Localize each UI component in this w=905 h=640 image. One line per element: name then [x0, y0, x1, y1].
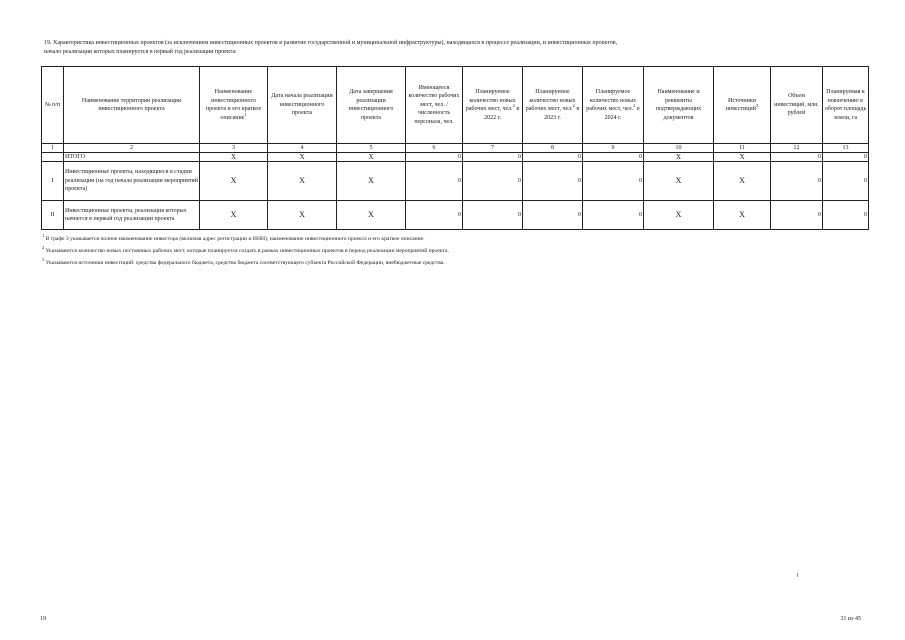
cell-sources: X [714, 201, 771, 230]
header-col-4: Дата начала реализации инвестиционного проекта [268, 67, 337, 144]
cell-sources: X [714, 162, 771, 201]
row-name: ИТОГО [64, 153, 200, 162]
cell-existing-jobs: 0 [406, 162, 463, 201]
header-col-8: Планируемое количество новых рабочих мест, чел.$^2$ в 2023 г. [523, 67, 583, 144]
column-number: 2 [64, 144, 200, 153]
table-row-section-ii [42, 201, 869, 230]
cell-documents: X [644, 201, 714, 230]
table-row-total [42, 153, 869, 162]
cell-start-date: X [268, 201, 337, 230]
column-number: 11 [714, 144, 771, 153]
cell-new-jobs-2022: 0 [463, 153, 523, 162]
row-number: II [42, 201, 64, 230]
footnote-1: $^1$ В графе 3 указывается полное наименование инвестора (включая адрес регистрации и ИНН), наименование инвестиционного проекта и его краткое описание. [42, 233, 425, 242]
column-number: 7 [463, 144, 523, 153]
header-col-1: № п/п [42, 67, 64, 144]
column-number: 8 [523, 144, 583, 153]
row-name: Инвестиционные проекты, находящиеся в стадии реализации (на год начала реализации мероприятий проекта) [64, 162, 200, 201]
cell-start-date: X [268, 162, 337, 201]
section-heading [44, 39, 864, 57]
cell-land-area: 0 [823, 201, 869, 230]
header-col-9: Планируемое количество новых рабочих мест, чел.$^2$ в 2024 г. [583, 67, 644, 144]
column-number: 13 [823, 144, 869, 153]
cell-investment-volume: 0 [771, 201, 823, 230]
cell-investment-volume: 0 [771, 162, 823, 201]
cell-new-jobs-2022: 0 [463, 162, 523, 201]
header-col-11: Источники инвестиций$^3$ [714, 67, 771, 144]
header-col-3: Наименование инвестиционного проекта и его краткое описание$^1$ [200, 67, 268, 144]
column-number: 5 [337, 144, 406, 153]
cell-project-name: X [200, 162, 268, 201]
cell-existing-jobs: 0 [406, 153, 463, 162]
column-number: 4 [268, 144, 337, 153]
cell-new-jobs-2024: 0 [583, 153, 644, 162]
cell-end-date: X [337, 153, 406, 162]
column-number: 3 [200, 144, 268, 153]
cell-project-name: X [200, 153, 268, 162]
section-heading-line-2: начало реализации которых планируется в первый год реализации проекта: [44, 49, 237, 55]
cell-new-jobs-2022: 0 [463, 201, 523, 230]
footnote-2: $^2$ Указываются количество новых постоянных рабочих мест, которые планируется создать в рамках инвестиционных проектов в период реализации мероприятий проекта. [42, 245, 449, 254]
column-number: 10 [644, 144, 714, 153]
cell-documents: X [644, 162, 714, 201]
column-number: 6 [406, 144, 463, 153]
cell-sources: X [714, 153, 771, 162]
row-name: Инвестиционные проекты, реализация которых начнется в первый год реализации проекта [64, 201, 200, 230]
cell-new-jobs-2024: 0 [583, 162, 644, 201]
column-number: 1 [42, 144, 64, 153]
header-col-10: Наименование и реквизиты подтверждающих документов [644, 67, 714, 144]
cell-new-jobs-2024: 0 [583, 201, 644, 230]
cell-start-date: X [268, 153, 337, 162]
header-col-6: Имеющееся количество рабочих мест, чел. / численность персонала, чел. [406, 67, 463, 144]
row-number: I [42, 162, 64, 201]
column-number: 9 [583, 144, 644, 153]
column-number-row [42, 144, 869, 153]
header-col-7: Планируемое количество новых рабочих мест, чел.$^2$ в 2022 г. [463, 67, 523, 144]
header-col-2: Наименование территории реализации инвестиционного проекта [64, 67, 200, 144]
cell-project-name: X [200, 201, 268, 230]
column-number: 12 [771, 144, 823, 153]
section-heading-line-1: 19. Характеристика инвестиционных проектов (за исключением инвестиционных проектов в развитие государственной и муниципальной инфраструктуры), находящихся в процессе реализации, и инвестиционных проектов, [44, 40, 618, 46]
header-col-12: Объем инвестиций, млн. рублей [771, 67, 823, 144]
row-number [42, 153, 64, 162]
cell-new-jobs-2023: 0 [523, 153, 583, 162]
header-col-13: Планируемая к вовлечению в оборот площадь земли, га [823, 67, 869, 144]
scan-mark [797, 573, 798, 577]
cell-land-area: 0 [823, 153, 869, 162]
page-number: 19 [40, 616, 46, 622]
cell-end-date: X [337, 162, 406, 201]
table-row-section-i [42, 162, 869, 201]
cell-documents: X [644, 153, 714, 162]
header-col-5: Дата завершения реализации инвестиционного проекта [337, 67, 406, 144]
cell-new-jobs-2023: 0 [523, 162, 583, 201]
footnote-3: $^3$ Указываются источники инвестиций: средства федерального бюджета, средства бюджета соответствующего субъекта Российской Федерации, внебюджетные средства. [42, 257, 445, 266]
table-header-row [42, 67, 869, 144]
cell-end-date: X [337, 201, 406, 230]
cell-new-jobs-2023: 0 [523, 201, 583, 230]
cell-investment-volume: 0 [771, 153, 823, 162]
footnotes [42, 235, 842, 271]
investment-projects-table [41, 66, 869, 230]
cell-land-area: 0 [823, 162, 869, 201]
page-counter: 31 из 45 [840, 616, 861, 622]
cell-existing-jobs: 0 [406, 201, 463, 230]
